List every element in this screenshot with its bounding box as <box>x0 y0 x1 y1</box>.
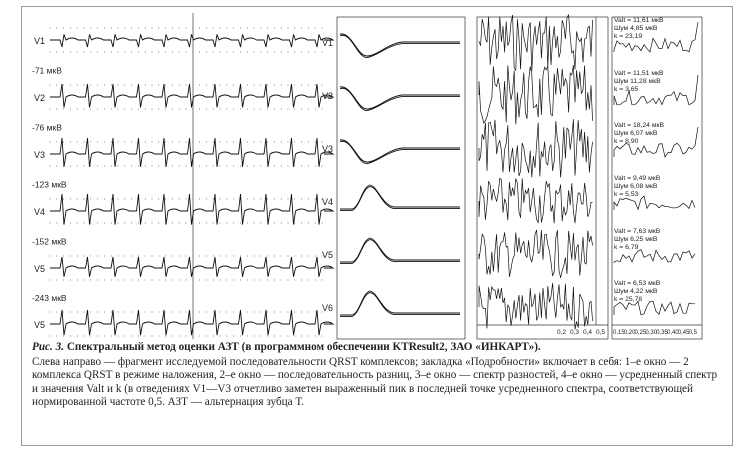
valt-value: Valt = 18,24 мкВ <box>614 122 665 129</box>
noise-value: Шум 6,25 мкВ <box>614 236 658 243</box>
overlay-trace <box>340 185 460 209</box>
valt-value: Valt = 6,53 мкВ <box>614 280 661 287</box>
overlay-trace <box>340 88 460 110</box>
amplitude-label: -76 мкВ <box>32 122 62 133</box>
noise-value: Шум 4,85 мкВ <box>614 25 658 32</box>
ecg-trace-sequence <box>50 310 333 335</box>
valt-value: Valt = 9,49 мкВ <box>614 175 661 182</box>
overlay-trace <box>340 291 460 315</box>
noise-value: Шум 11,28 мкВ <box>614 78 661 85</box>
caption-body: Слева направо — фрагмент исследуемой последовательности QRST комплексов; закладка «Подробности» включает в себя: 1–е окно — 2 комплекса QRST в режиме наложения, 2–е окно — последовательность разниц, 3–е окно — спектр разностей, 4–е окно — усредненный спектр и значения Valt и k (в отведениях V1—V3 отчетливо заметен выраженный пик в последней точке усредненного спектра, соответствующей нормированной частоте 0,5. АЗТ — альтернация зубца Т. <box>32 355 718 409</box>
spectrum-trace <box>614 250 695 263</box>
lead-label: V5 <box>34 264 46 274</box>
axis-tick-label: 0,20 <box>623 330 636 336</box>
valt-value: Valt = 11,61 мкВ <box>614 17 664 24</box>
difference-trace <box>479 65 593 124</box>
valt-value: Valt = 7,63 мкВ <box>614 228 661 235</box>
noise-value: Шум 6,08 мкВ <box>614 183 658 190</box>
k-value: k = 6,79 <box>614 244 639 251</box>
overlay-trace <box>340 238 460 262</box>
lead-label: V6 <box>322 303 334 313</box>
axis-tick-label: 0,3 <box>570 329 580 336</box>
overlay-trace <box>340 141 460 163</box>
k-value: k = 5,53 <box>614 191 639 198</box>
lead-label: V3 <box>322 144 334 154</box>
noise-value: Шум 4,22 мкВ <box>614 288 658 295</box>
valt-value: Valt = 11,51 мкВ <box>614 70 664 77</box>
figure-caption <box>32 341 722 410</box>
lead-label: V2 <box>34 93 46 103</box>
k-value: k = 8,90 <box>614 138 639 145</box>
overlay-trace <box>340 140 460 162</box>
axis-tick-label: 0,25 <box>634 330 647 336</box>
amplitude-label: -71 мкВ <box>32 65 62 76</box>
ecg-trace-sequence <box>50 194 333 225</box>
spectrum-trace <box>614 196 695 210</box>
spectrum-trace <box>614 301 695 315</box>
axis-tick-label: 0,4 <box>583 329 593 336</box>
lead-label: V1 <box>322 38 334 48</box>
panel-border <box>337 17 465 339</box>
lead-label: V5 <box>34 320 46 330</box>
ecg-panel-spectrum <box>612 17 702 339</box>
axis-tick-label: 0,35 <box>656 330 668 336</box>
caption-title-text: Спектральный метод оценки АЗТ (в программном обеспечении KTResult2, ЗАО «ИНКАРТ»). <box>66 341 541 353</box>
overlay-trace <box>340 35 460 57</box>
noise-value: Шум 6,07 мкВ <box>614 130 658 137</box>
axis-tick-label: 0,45 <box>677 330 690 336</box>
lead-label: V1 <box>34 36 46 46</box>
k-value: k = 3,65 <box>614 86 639 93</box>
overlay-trace <box>340 87 460 109</box>
k-value: k = 25,78 <box>614 296 643 303</box>
ecg-trace-sequence <box>50 257 333 277</box>
figure-label: Рис. 3. <box>32 341 65 353</box>
difference-trace <box>479 15 593 71</box>
axis-tick-label: 0,40 <box>667 330 679 336</box>
axis-tick-label: 0,5 <box>688 330 697 336</box>
caption-title <box>32 341 722 355</box>
axis-tick-label: 0,5 <box>596 329 606 336</box>
lead-label: V2 <box>322 91 334 101</box>
ecg-panel-differences <box>477 15 608 339</box>
amplitude-label: -123 мкВ <box>32 179 67 190</box>
k-value: k = 23,19 <box>614 33 643 40</box>
lead-label: V3 <box>34 150 46 160</box>
ecg-trace-sequence <box>50 138 333 167</box>
amplitude-label: -152 мкВ <box>32 236 67 247</box>
overlay-trace <box>340 34 460 56</box>
axis-tick-label: 0,2 <box>557 329 567 336</box>
axis-tick-label: 0,15 <box>613 330 625 336</box>
lead-label: V4 <box>34 207 46 217</box>
axis-tick-label: 0,30 <box>645 330 658 336</box>
amplitude-label: -243 мкВ <box>32 293 67 303</box>
figure-frame <box>21 6 733 446</box>
difference-trace <box>479 178 593 223</box>
ecg-panel-overlay <box>322 17 465 339</box>
difference-trace <box>479 119 593 177</box>
ecg-panel-sequence <box>32 13 333 339</box>
ecg-trace-sequence <box>50 34 333 47</box>
panel-border <box>477 17 608 339</box>
figure-panels <box>22 7 734 347</box>
ecg-trace-sequence <box>50 84 333 107</box>
lead-label: V4 <box>322 197 334 207</box>
difference-trace <box>479 230 593 278</box>
difference-trace <box>479 283 593 329</box>
lead-label: V5 <box>322 250 334 260</box>
